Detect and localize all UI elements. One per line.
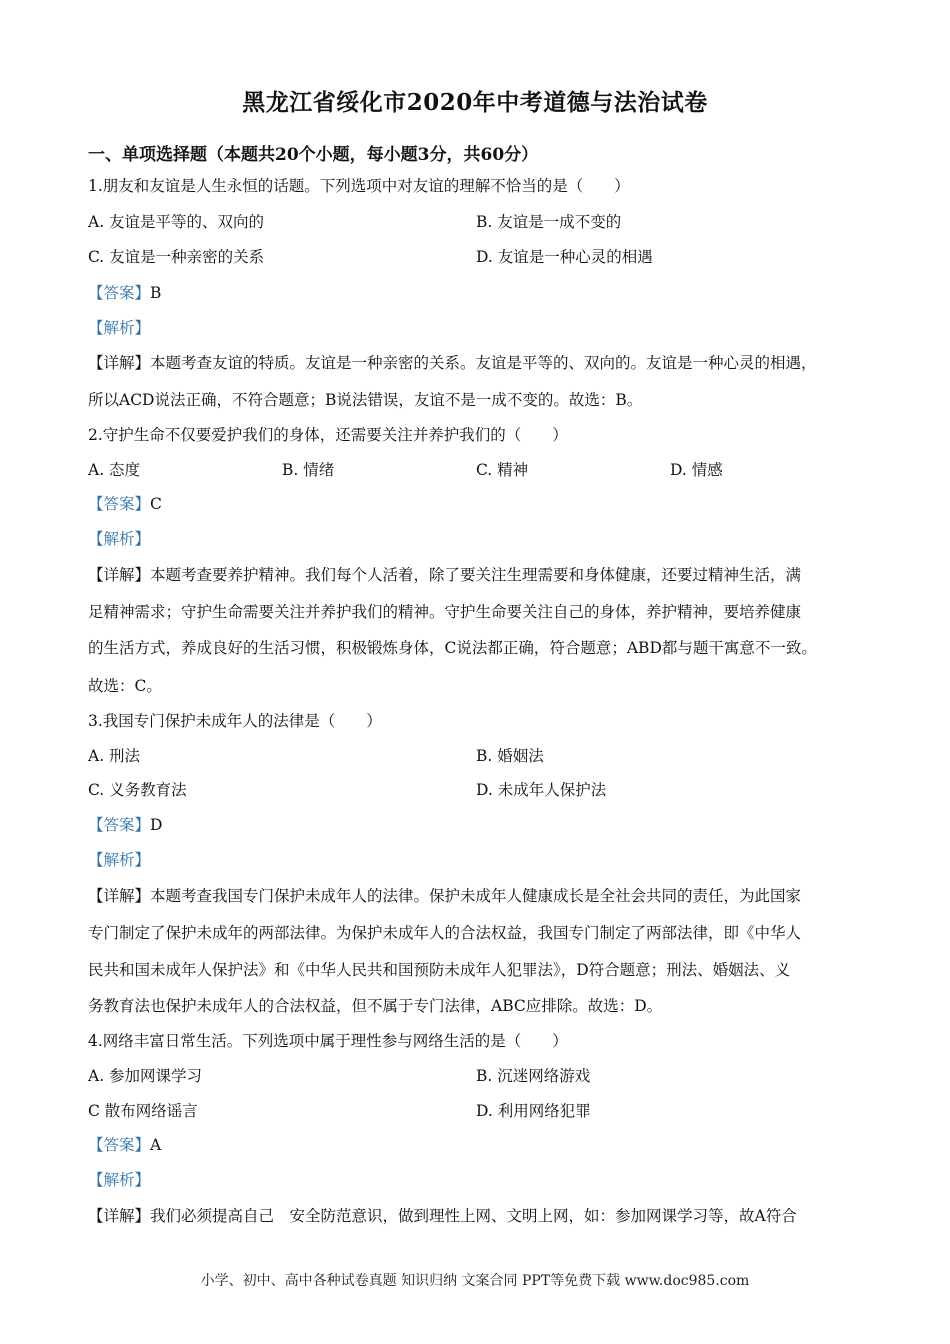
answer-tag: 【答案】	[88, 1136, 151, 1154]
answer-tag: 【答案】	[88, 495, 151, 513]
q3-detail-line: 民共和国未成年人保护法》和《中华人民共和国预防未成年人犯罪法》，D符合题意；刑法、婚姻法、义	[88, 961, 791, 979]
q2-option-b: B. 情绪	[282, 461, 335, 479]
q1-option-b: B. 友谊是一成不变的	[476, 213, 622, 231]
q2-detail-line: 足精神需求；守护生命需要关注并养护我们的精神。守护生命要关注自己的身体，养护精神，要培养健康	[88, 603, 802, 621]
q4-analysis-tag: 【解析】	[88, 1171, 151, 1189]
q1-analysis-tag: 【解析】	[88, 319, 151, 337]
q3-stem: 3.我国专门保护未成年人的法律是（ ）	[88, 712, 382, 730]
q2-option-d: D. 情感	[670, 461, 723, 479]
answer-tag: 【答案】	[88, 816, 151, 834]
q1-detail-line: 所以ACD说法正确，不符合题意；B说法错误，友谊不是一成不变的。故选：B。	[88, 391, 643, 409]
q1-stem: 1.朋友和友谊是人生永恒的话题。下列选项中对友谊的理解不恰当的是（ ）	[88, 177, 630, 195]
q2-option-c: C. 精神	[476, 461, 529, 479]
q3-detail-line: 务教育法也保护未成年人的合法权益，但不属于专门法律，ABC应排除。故选：D。	[88, 997, 663, 1015]
answer-tag: 【答案】	[88, 284, 151, 302]
q3-detail-line: 【详解】本题考查我国专门保护未成年人的法律。保护未成年人健康成长是全社会共同的责任，为此国家	[88, 887, 802, 905]
q4-answer	[88, 1135, 161, 1155]
q2-stem: 2.守护生命不仅要爱护我们的身体，还需要关注并养护我们的（ ）	[88, 426, 568, 444]
page-footer: 小学、初中、高中各种试卷真题 知识归纳 文案合同 PPT等免费下载 www.doc985.com	[200, 1273, 750, 1289]
q3-option-d: D. 未成年人保护法	[476, 781, 607, 799]
q3-option-b: B. 婚姻法	[476, 747, 544, 765]
q2-analysis-tag: 【解析】	[88, 530, 151, 548]
q1-detail-line: 【详解】本题考查友谊的特质。友谊是一种亲密的关系。友谊是平等的、双向的。友谊是一种心灵的相遇，	[88, 354, 817, 372]
q4-option-a: A. 参加网课学习	[88, 1067, 203, 1085]
q4-option-c: C 散布网络谣言	[88, 1102, 198, 1120]
exam-title: 黑龙江省绥化市2020年中考道德与法治试卷	[242, 89, 708, 116]
q4-answer-value: A	[150, 1136, 162, 1154]
section-heading: 一、单项选择题（本题共20个小题，每小题3分，共60分）	[88, 145, 539, 165]
q3-answer-value: D	[150, 816, 163, 834]
q2-detail-line: 故选：C。	[88, 677, 162, 695]
q4-detail-line: 【详解】我们必须提高自己 安全防范意识，做到理性上网、文明上网，如：参加网课学习等，故A符合	[88, 1207, 797, 1225]
q3-detail-line: 专门制定了保护未成年的两部法律。为保护未成年人的合法权益，我国专门制定了两部法律，即《中华人	[88, 924, 802, 942]
q1-answer	[88, 283, 161, 303]
q4-option-b: B. 沉迷网络游戏	[476, 1067, 591, 1085]
q3-answer	[88, 815, 162, 835]
q1-option-d: D. 友谊是一种心灵的相遇	[476, 248, 653, 266]
q1-option-a: A. 友谊是平等的、双向的	[88, 213, 265, 231]
q3-option-a: A. 刑法	[88, 747, 141, 765]
q3-option-c: C. 义务教育法	[88, 781, 187, 799]
q2-detail-line: 的生活方式，养成良好的生活习惯，积极锻炼身体，C说法都正确，符合题意；ABD都与题干寓意不一致。	[88, 639, 817, 657]
q2-detail-line: 【详解】本题考查要养护精神。我们每个人活着，除了要关注生理需要和身体健康，还要过精神生活，满	[88, 566, 802, 584]
q2-option-a: A. 态度	[88, 461, 141, 479]
q4-option-d: D. 利用网络犯罪	[476, 1102, 591, 1120]
q2-answer	[88, 494, 162, 514]
q1-answer-value: B	[150, 284, 162, 302]
q1-option-c: C. 友谊是一种亲密的关系	[88, 248, 265, 266]
q4-stem: 4.网络丰富日常生活。下列选项中属于理性参与网络生活的是（ ）	[88, 1032, 568, 1050]
q3-analysis-tag: 【解析】	[88, 851, 151, 869]
q2-answer-value: C	[150, 495, 162, 513]
